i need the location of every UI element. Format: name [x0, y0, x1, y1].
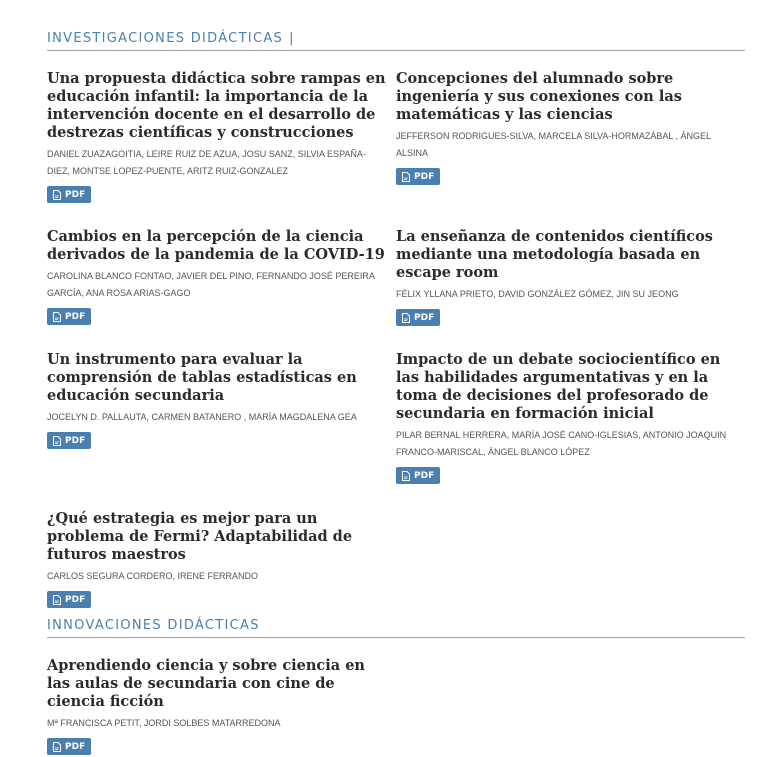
pdf-label: PDF [65, 311, 86, 322]
article-title-link[interactable]: La enseñanza de contenidos científicos mediante una metodología basada en escape room [396, 228, 713, 281]
pdf-download-button[interactable] [396, 168, 440, 185]
article-item [47, 510, 387, 610]
section-heading-investigaciones: INVESTIGACIONES DIDÁCTICAS | [47, 31, 745, 51]
pdf-label: PDF [65, 189, 86, 200]
article-authors: CARLOS SEGURA CORDERO, IRENE FERRANDO [47, 571, 259, 581]
article-authors: Mª FRANCISCA PETIT, JORDI SOLBES MATARREDONA [47, 718, 281, 728]
article-item [47, 351, 387, 451]
article-title-link[interactable]: Impacto de un debate sociocientífico en las habilidades argumentativas y en la toma de decisiones del profesorado de secundaria en formación inicial [396, 351, 721, 422]
article-title-link[interactable]: Un instrumento para evaluar la comprensión de tablas estadísticas en educación secundaria [47, 351, 357, 404]
pdf-label: PDF [65, 594, 86, 605]
article-item [47, 228, 387, 327]
file-pdf-icon [53, 436, 61, 446]
pdf-label: PDF [414, 312, 435, 323]
article-authors: CAROLINA BLANCO FONTAO, JAVIER DEL PINO, FERNANDO JOSÉ PEREIRA GARCÍA, ANA ROSA ARIAS-GAGO [47, 271, 375, 298]
file-pdf-icon [53, 312, 61, 322]
article-title-link[interactable]: Aprendiendo ciencia y sobre ciencia en las aulas de secundaria con cine de ciencia ficción [47, 657, 365, 710]
file-pdf-icon [53, 742, 61, 752]
article-title-link[interactable]: Una propuesta didáctica sobre rampas en educación infantil: la importancia de la intervención docente en el desarrollo de destrezas científicas y construcciones [47, 70, 386, 141]
article-title-link[interactable]: Concepciones del alumnado sobre ingeniería y sus conexiones con las matemáticas y las ciencias [396, 70, 682, 123]
pdf-download-button[interactable] [47, 432, 91, 449]
pdf-download-button[interactable] [47, 591, 91, 608]
article-title-link[interactable]: Cambios en la percepción de la ciencia derivados de la pandemia de la COVID-19 [47, 228, 385, 263]
pdf-download-button[interactable] [47, 186, 91, 203]
article-authors: JOCELYN D. PALLAUTA, CARMEN BATANERO , MARÍA MAGDALENA GEA [47, 412, 357, 422]
article-authors: DANIEL ZUAZAGOITIA, LEIRE RUIZ DE AZUA, JOSU SANZ, SILVIA ESPAÑA-DIEZ, MONTSE LOPEZ-PUENTE, ARITZ RUIZ-GONZALEZ [47, 149, 366, 176]
article-item [47, 70, 387, 205]
article-title-link[interactable]: ¿Qué estrategia es mejor para un problema de Fermi? Adaptabilidad de futuros maestros [47, 510, 353, 563]
file-pdf-icon [53, 190, 61, 200]
file-pdf-icon [402, 172, 410, 182]
article-item [396, 228, 736, 328]
file-pdf-icon [53, 595, 61, 605]
file-pdf-icon [402, 313, 410, 323]
article-item [396, 351, 736, 486]
pdf-download-button[interactable] [47, 308, 91, 325]
file-pdf-icon [402, 471, 410, 481]
section-heading-innovaciones: INNOVACIONES DIDÁCTICAS [47, 618, 745, 638]
pdf-label: PDF [65, 435, 86, 446]
pdf-download-button[interactable] [47, 738, 91, 755]
pdf-download-button[interactable] [396, 467, 440, 484]
article-item [47, 657, 387, 757]
article-item [396, 70, 736, 187]
article-authors: JEFFERSON RODRIGUES-SILVA, MARCELA SILVA-HORMAZÁBAL , ÁNGEL ALSINA [396, 131, 711, 158]
pdf-download-button[interactable] [396, 309, 440, 326]
pdf-label: PDF [65, 741, 86, 752]
heading-bar-decoration: | [289, 31, 295, 46]
article-authors: PILAR BERNAL HERRERA, MARÍA JOSÉ CANO-IGLESIAS, ANTONIO JOAQUIN FRANCO-MARISCAL, ÁNGEL BLANCO LÓPEZ [396, 430, 727, 457]
pdf-label: PDF [414, 171, 435, 182]
article-authors: FÉLIX YLLANA PRIETO, DAVID GONZÁLEZ GÓMEZ, JIN SU JEONG [396, 289, 679, 299]
pdf-label: PDF [414, 470, 435, 481]
